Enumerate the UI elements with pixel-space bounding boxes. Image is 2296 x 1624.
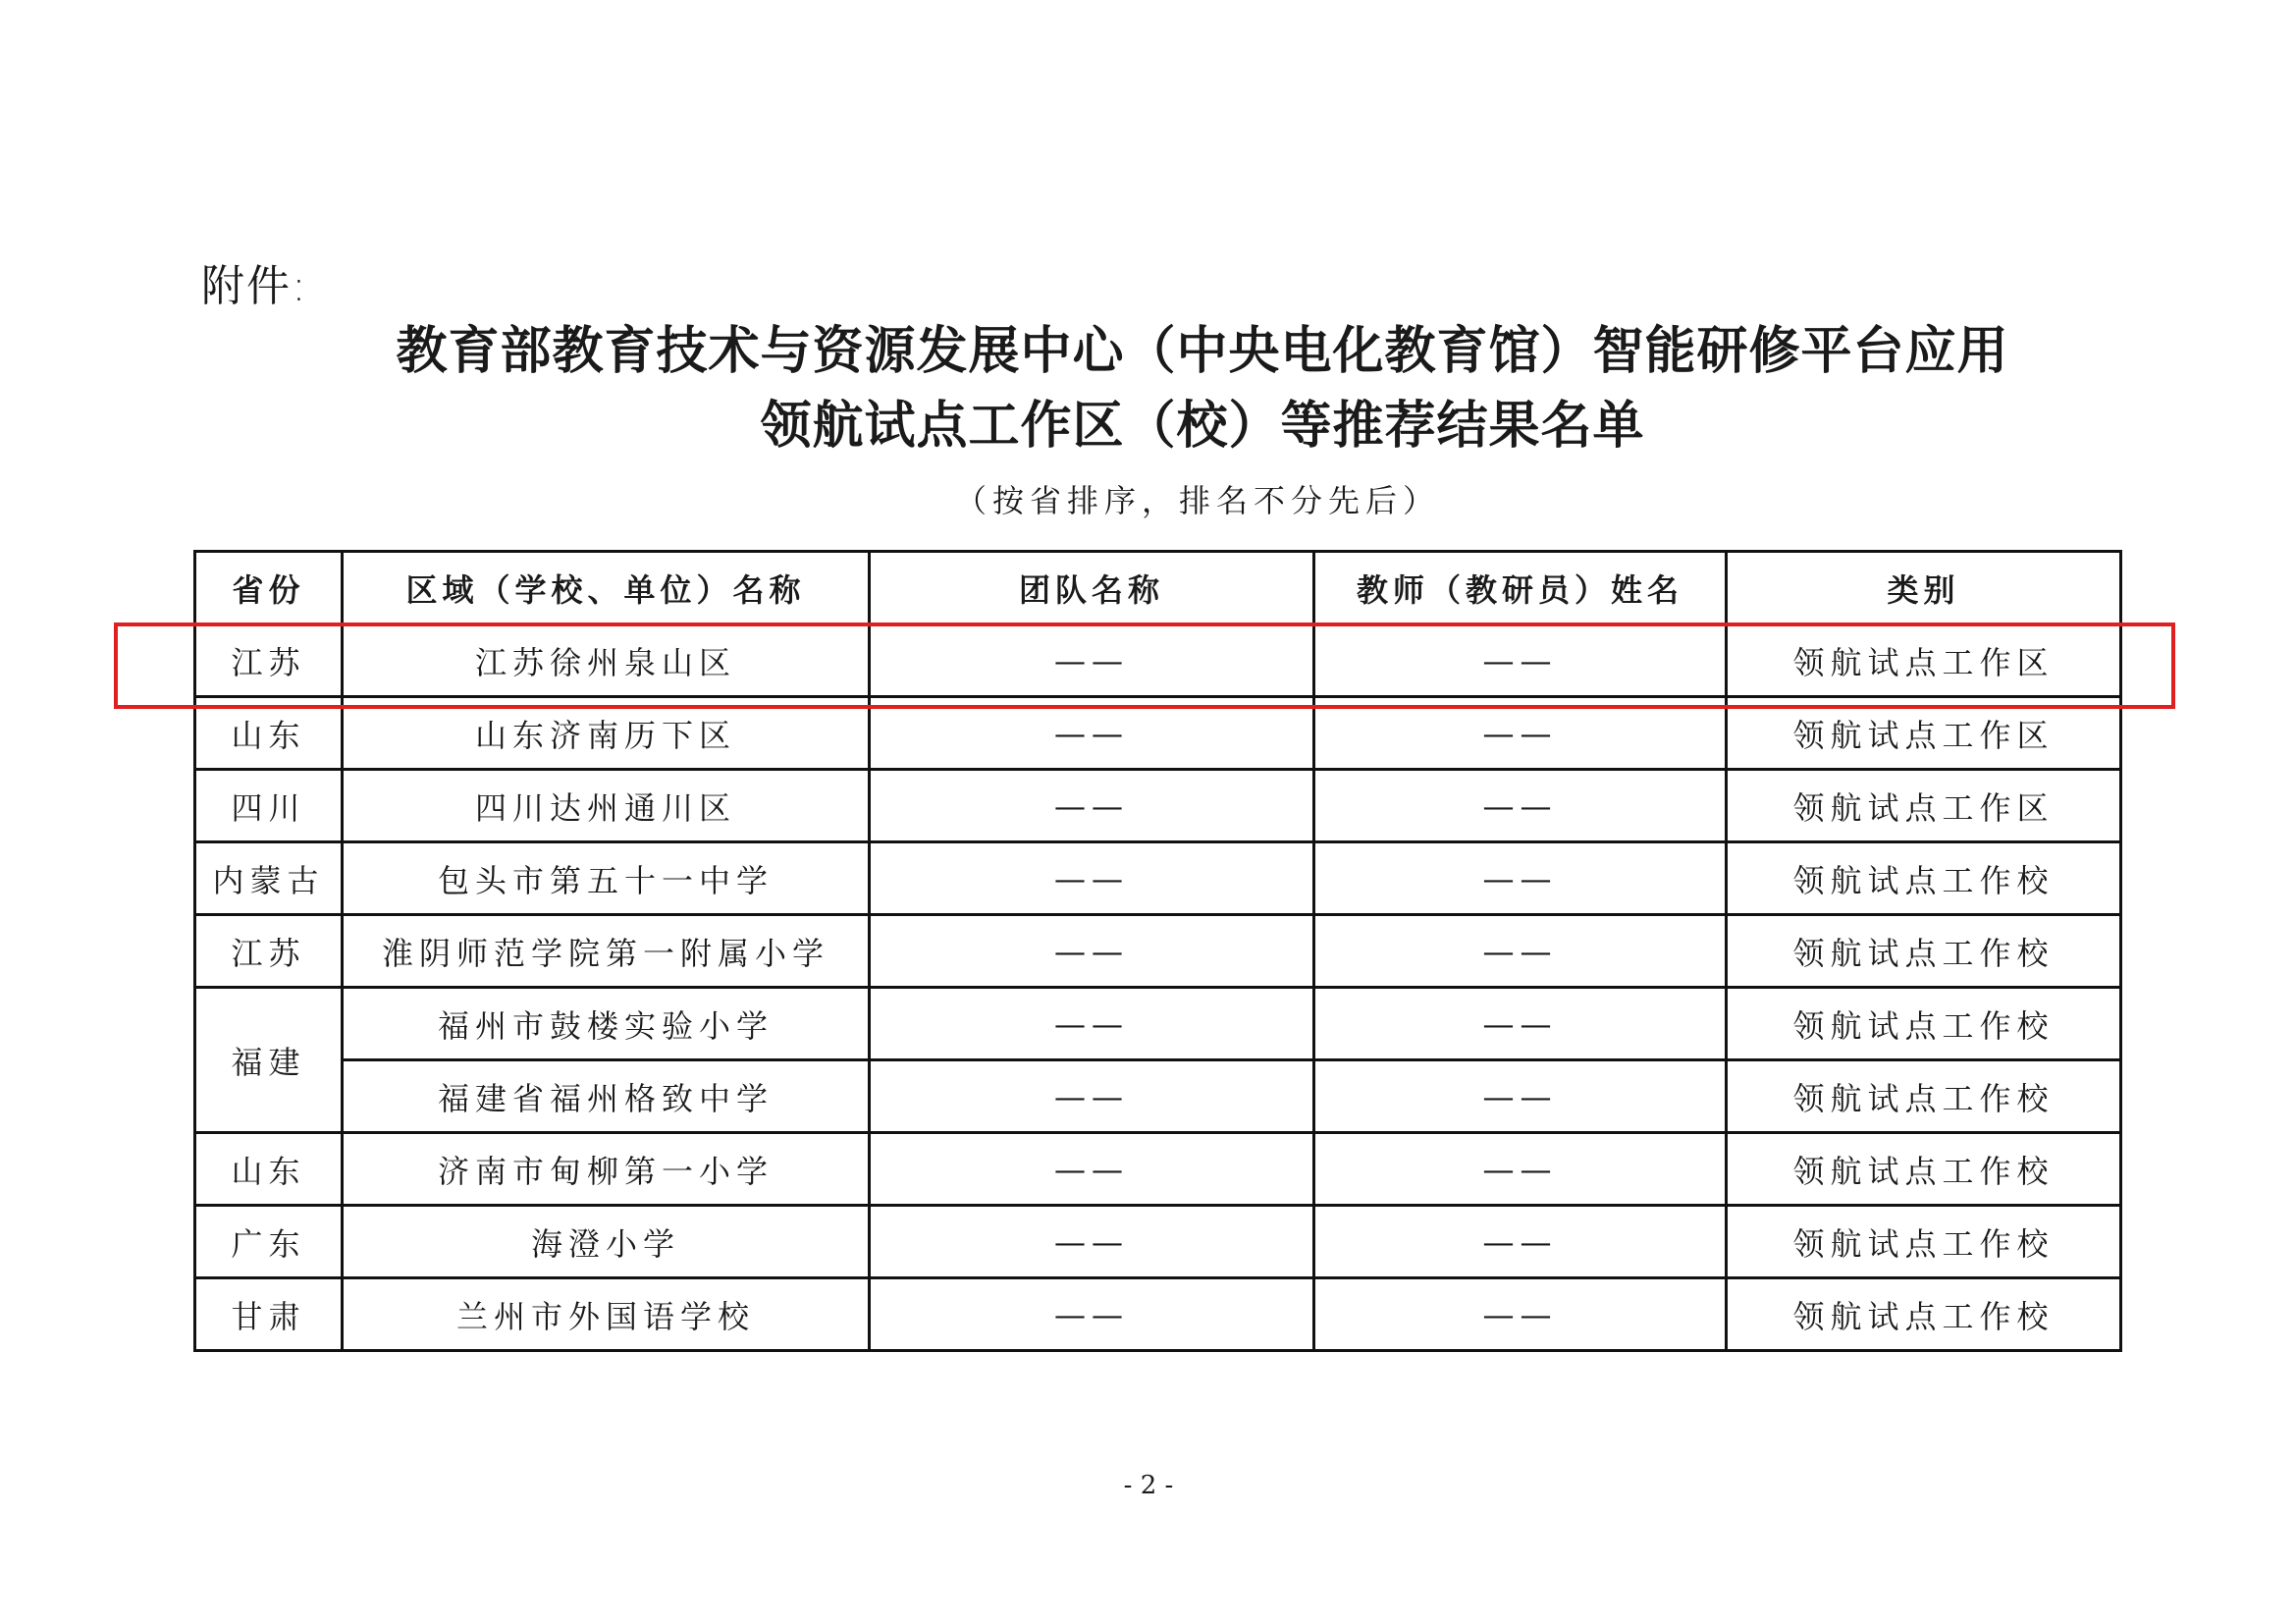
cell-name: 海澄小学	[343, 1206, 870, 1278]
cell-teacher: ——	[1314, 842, 1727, 915]
cell-team: ——	[870, 988, 1314, 1060]
cell-team: ——	[870, 1060, 1314, 1133]
header-teacher-name: 教师（教研员）姓名	[1314, 552, 1727, 624]
cell-province: 广东	[195, 1206, 343, 1278]
cell-category: 领航试点工作区	[1727, 770, 2121, 842]
table-row	[195, 1133, 2121, 1206]
cell-name: 济南市甸柳第一小学	[343, 1133, 870, 1206]
cell-name: 江苏徐州泉山区	[343, 624, 870, 697]
cell-team: ——	[870, 1278, 1314, 1351]
cell-province: 内蒙古	[195, 842, 343, 915]
table-row	[195, 770, 2121, 842]
table-row	[195, 915, 2121, 988]
document-title-line1: 教育部教育技术与资源发展中心（中央电化教育馆）智能研修平台应用	[396, 321, 2009, 381]
cell-team: ——	[870, 1133, 1314, 1206]
cell-teacher: ——	[1314, 1206, 1727, 1278]
header-team-name: 团队名称	[870, 552, 1314, 624]
cell-category: 领航试点工作校	[1727, 1278, 2121, 1351]
cell-teacher: ——	[1314, 697, 1727, 770]
cell-team: ——	[870, 915, 1314, 988]
cell-province: 福建	[195, 988, 343, 1133]
cell-teacher: ——	[1314, 770, 1727, 842]
cell-teacher: ——	[1314, 1133, 1727, 1206]
cell-category: 领航试点工作校	[1727, 1060, 2121, 1133]
cell-category: 领航试点工作校	[1727, 1133, 2121, 1206]
cell-team: ——	[870, 697, 1314, 770]
cell-province: 江苏	[195, 915, 343, 988]
cell-province: 四川	[195, 770, 343, 842]
cell-team: ——	[870, 770, 1314, 842]
cell-name: 福建省福州格致中学	[343, 1060, 870, 1133]
cell-category: 领航试点工作校	[1727, 988, 2121, 1060]
cell-name: 四川达州通川区	[343, 770, 870, 842]
page-number: - 2 -	[1123, 1471, 1174, 1500]
cell-province: 山东	[195, 1133, 343, 1206]
cell-name: 山东济南历下区	[343, 697, 870, 770]
table-row	[195, 1278, 2121, 1351]
header-category: 类别	[1727, 552, 2121, 624]
cell-province: 山东	[195, 697, 343, 770]
cell-teacher: ——	[1314, 624, 1727, 697]
cell-teacher: ——	[1314, 988, 1727, 1060]
cell-category: 领航试点工作校	[1727, 1206, 2121, 1278]
attachment-label: 附件:	[201, 261, 308, 311]
cell-category: 领航试点工作校	[1727, 915, 2121, 988]
table-row	[195, 1206, 2121, 1278]
table-header-row	[195, 552, 2121, 624]
cell-category: 领航试点工作区	[1727, 624, 2121, 697]
cell-province: 甘肃	[195, 1278, 343, 1351]
cell-name: 兰州市外国语学校	[343, 1278, 870, 1351]
cell-name: 淮阴师范学院第一附属小学	[343, 915, 870, 988]
cell-teacher: ——	[1314, 1278, 1727, 1351]
cell-province: 江苏	[195, 624, 343, 697]
highlight-box	[114, 623, 2175, 709]
header-province: 省份	[195, 552, 343, 624]
cell-teacher: ——	[1314, 1060, 1727, 1133]
table-row	[195, 1060, 2121, 1133]
cell-category: 领航试点工作校	[1727, 842, 2121, 915]
cell-name: 包头市第五十一中学	[343, 842, 870, 915]
document-subtitle: （按省排序，排名不分先后）	[954, 482, 1440, 519]
cell-team: ——	[870, 624, 1314, 697]
table-row	[195, 842, 2121, 915]
cell-category: 领航试点工作区	[1727, 697, 2121, 770]
cell-team: ——	[870, 842, 1314, 915]
cell-teacher: ——	[1314, 915, 1727, 988]
document-title-line2: 领航试点工作区（校）等推荐结果名单	[760, 396, 1645, 456]
cell-name: 福州市鼓楼实验小学	[343, 988, 870, 1060]
cell-team: ——	[870, 1206, 1314, 1278]
header-region-name: 区域（学校、单位）名称	[343, 552, 870, 624]
table-row	[195, 988, 2121, 1060]
